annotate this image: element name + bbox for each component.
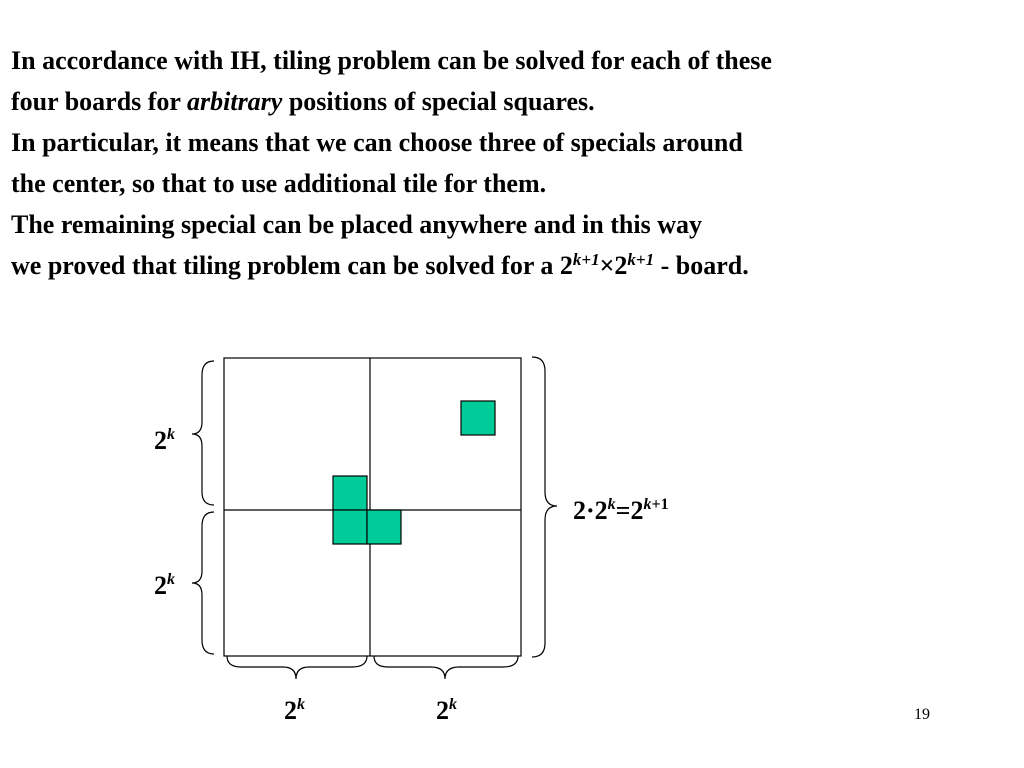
label-total-start: 2·2	[573, 496, 608, 525]
label-base: 2	[284, 696, 297, 725]
label-exponent: k	[449, 696, 457, 713]
label-bottom-left-size	[284, 696, 305, 726]
label-total-size	[573, 496, 669, 526]
times-sign: ×2	[599, 251, 628, 280]
label-total-exponent-2	[644, 496, 669, 513]
text-line-2-start: four boards for	[11, 87, 187, 116]
left-lower-brace	[192, 512, 214, 654]
left-upper-brace	[192, 361, 214, 505]
text-line-4: the center, so that to use additional tile for them.	[11, 169, 547, 198]
center-tile-top-left	[333, 476, 367, 510]
center-tile-bottom-left	[333, 510, 367, 544]
special-squares	[333, 401, 495, 544]
label-base: 2	[154, 571, 167, 600]
text-line-5: The remaining special can be placed anywhere and in this way	[11, 210, 702, 239]
label-total-equals: =2	[615, 496, 644, 525]
arbitrary-emphasis: arbitrary	[187, 87, 283, 116]
label-base: 2	[154, 426, 167, 455]
label-total-exponent-k: k	[643, 496, 652, 513]
label-base: 2	[436, 696, 449, 725]
text-line-1: In accordance with IH, tiling problem can be solved for each of these	[11, 46, 772, 75]
bottom-left-brace	[227, 656, 367, 679]
text-line-3: In particular, it means that we can choose three of specials around	[11, 128, 743, 157]
text-line-6-end: - board.	[654, 251, 749, 280]
label-exponent: k	[167, 571, 175, 588]
remaining-special-square	[461, 401, 495, 435]
bottom-right-brace	[374, 656, 518, 679]
label-left-upper-size	[154, 426, 175, 456]
label-exponent: k	[167, 426, 175, 443]
label-left-lower-size	[154, 571, 175, 601]
page-number: 19	[914, 706, 930, 723]
exponent-k-plus-1-second: k+1	[627, 250, 655, 269]
text-line-6-start: we proved that tiling problem can be solved for a 2	[11, 251, 573, 280]
label-bottom-right-size	[436, 696, 457, 726]
right-brace	[532, 357, 557, 657]
center-tile-bottom-right	[367, 510, 401, 544]
label-total-exponent-plus: +1	[651, 496, 669, 513]
label-total-exponent-1: k	[607, 496, 616, 513]
text-line-2-end: positions of special squares.	[282, 87, 595, 116]
exponent-k-plus-1-first: k+1	[572, 250, 600, 269]
label-exponent: k	[297, 696, 305, 713]
